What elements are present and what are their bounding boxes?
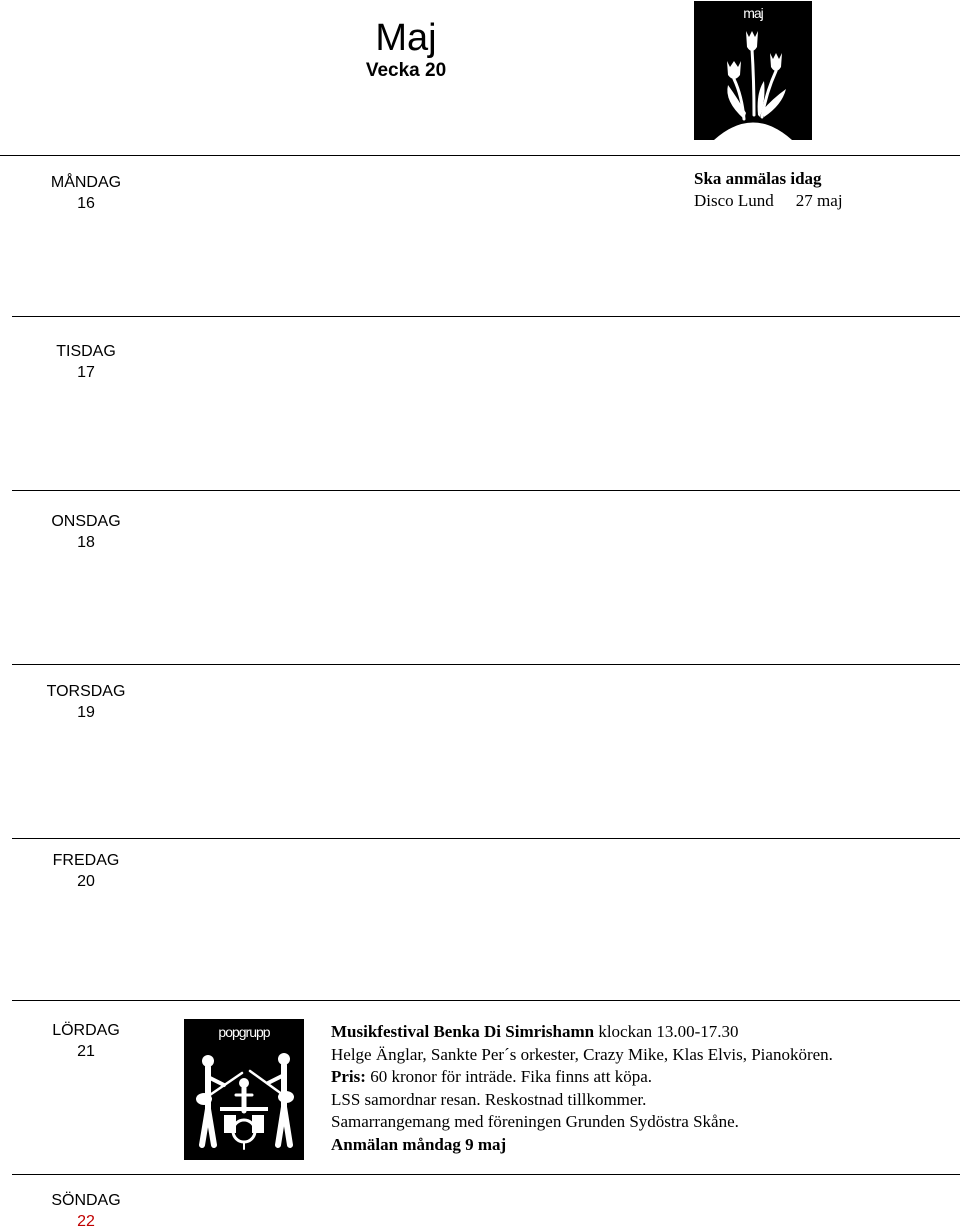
event-travel: LSS samordnar resan. Reskostnad tillkommer. [331,1089,647,1109]
row-divider [12,664,960,665]
popgrupp-picture-label: popgrupp [218,1024,270,1040]
deadline-heading: Ska anmälas idag [694,169,822,188]
day-name: SÖNDAG [51,1192,121,1209]
tulip-icon [694,1,812,140]
event-price-text: 60 kronor för inträde. Fika finns att köpa. [370,1067,653,1086]
deadline-event: Disco Lund [694,191,774,210]
day-date: 21 [77,1043,95,1060]
day-name: FREDAG [52,852,120,869]
day-date: 20 [77,873,95,890]
deadline-note [694,168,843,212]
deadline-date: 27 maj [795,191,843,210]
day-saturday [20,1020,152,1062]
event-price-label: Pris: [331,1067,366,1086]
day-sunday [20,1190,152,1232]
band-icon [184,1019,304,1160]
tulip-picture-label: maj [743,5,763,21]
day-name: ONSDAG [51,513,121,530]
row-divider [12,490,960,491]
day-date: 16 [77,195,95,212]
row-divider [12,838,960,839]
day-date: 22 [77,1213,95,1230]
day-name: TISDAG [56,343,116,360]
day-name: LÖRDAG [52,1022,120,1039]
day-date: 19 [77,704,95,721]
day-monday [20,172,152,214]
day-name: TORSDAG [46,683,126,700]
day-name: MÅNDAG [50,174,122,191]
event-time: klockan 13.00-17.30 [598,1022,739,1041]
page-header [300,16,512,82]
event-performers: Helge Änglar, Sankte Per´s orkester, Crazy Mike, Klas Elvis, Pianokören. [331,1044,833,1064]
event-cooperation: Samarrangemang med föreningen Grunden Sydöstra Skåne. [331,1112,739,1131]
saturday-event [331,1021,833,1156]
row-divider [12,1174,960,1175]
day-date: 18 [77,534,95,551]
week-number: Vecka 20 [365,60,447,81]
event-signup: Anmälan måndag 9 maj [331,1134,507,1154]
row-divider [0,155,960,156]
row-divider [12,1000,960,1001]
day-thursday [20,681,152,723]
popgrupp-picture [184,1019,304,1160]
day-tuesday [20,341,152,383]
row-divider [12,316,960,317]
event-title: Musikfestival Benka Di Simrishamn [331,1022,595,1041]
day-friday [20,850,152,892]
tulip-picture [694,1,812,140]
day-wednesday [20,511,152,553]
day-date: 17 [77,364,95,381]
month-title: Maj [375,17,437,59]
